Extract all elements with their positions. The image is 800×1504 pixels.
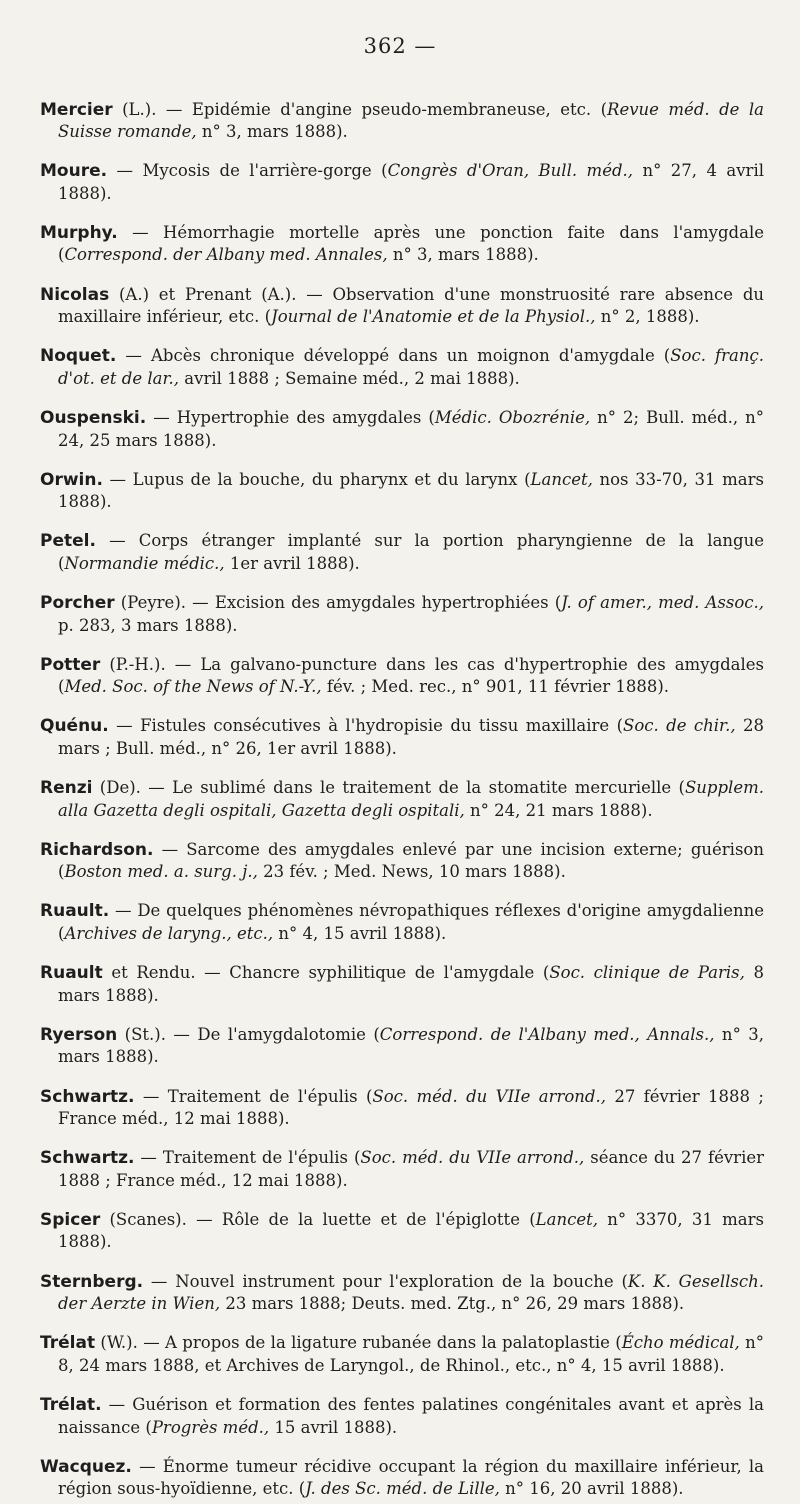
author-suffix: —: [102, 469, 133, 489]
author-suffix: —: [95, 531, 139, 551]
entry-title: De quelques phénomènes névropathiques réflexes d'origine amygdalienne (: [58, 901, 764, 944]
entry-title: La galvano-puncture dans les cas d'hypertrophie des amygdales (: [58, 654, 764, 697]
entry-title: Epidémie d'angine pseudo-membraneuse, etc. (: [191, 99, 608, 119]
citation-details: n° 3, mars 1888).: [58, 1024, 765, 1067]
author-suffix: —: [109, 901, 138, 921]
author-name: Sternberg.: [40, 1271, 144, 1292]
author-suffix: —: [134, 1086, 168, 1106]
author-suffix: (L.). —: [112, 99, 192, 119]
author-suffix: (A.) et Prenant (A.). —: [109, 284, 333, 304]
citation-source: Med. Soc. of the News of N.-Y.,: [64, 677, 322, 697]
page-number: 362 —: [363, 34, 437, 58]
citation-details: n° 24, 21 mars 1888).: [464, 800, 653, 820]
author-name: Renzi: [40, 778, 93, 799]
entry-title: Observation d'une monstruosité rare absence du maxillaire inférieur, etc. (: [58, 284, 765, 327]
bibliography-entry: [40, 592, 764, 637]
citation-details: n° 4, 15 avril 1888).: [273, 924, 447, 944]
citation-source: Normandie médic.,: [64, 553, 225, 573]
bibliography-entry: [40, 530, 764, 575]
bibliography-entry: [40, 900, 764, 945]
entry-title: Hypertrophie des amygdales (: [176, 407, 435, 427]
bibliography-entry: [40, 654, 764, 699]
author-suffix: —: [153, 839, 187, 859]
author-name: Moure.: [40, 161, 108, 182]
citation-details: fév. ; Med. rec., n° 901, 11 février 1888).: [321, 677, 670, 697]
bibliography-entry: [40, 1024, 764, 1069]
author-suffix: —: [108, 716, 141, 736]
citation-details: 8 mars 1888).: [58, 963, 765, 1005]
citation-source: Lancet,: [530, 469, 593, 489]
entry-title: Nouvel instrument pour l'exploration de la bouche (: [175, 1271, 628, 1291]
citation-source: Soc. méd. du VIIe arrond.,: [372, 1086, 606, 1106]
citation-details: 1er avril 1888).: [224, 553, 360, 573]
entry-title: Abcès chronique développé dans un moignon d'amygdale (: [150, 346, 671, 366]
citation-details: nos 33-70, 31 mars 1888).: [58, 469, 764, 512]
citation-details: n° 27, 4 avril 1888).: [58, 161, 764, 203]
entry-title: Mycosis de l'arrière-gorge (: [142, 161, 388, 181]
citation-source: Correspond. der Albany med. Annales,: [64, 245, 388, 265]
bibliography-entry: [40, 1456, 764, 1501]
author-name: Trélat: [40, 1333, 96, 1354]
citation-source: J. des Sc. méd. de Lille,: [305, 1479, 500, 1499]
bibliography-entry: [40, 777, 764, 822]
bibliography-entry: [40, 222, 764, 267]
citation-source: Supplem. alla Gazetta degli ospitali, Gazetta degli ospitali,: [58, 778, 764, 820]
citation-details: 28 mars ; Bull. méd., n° 26, 1er avril 1888).: [58, 716, 764, 758]
citation-source: Archives de laryng., etc.,: [64, 924, 274, 944]
bibliography-entry: [40, 715, 764, 760]
citation-source: Journal de l'Anatomie et de la Physiol.,: [271, 307, 596, 327]
author-name: Mercier: [40, 99, 113, 120]
author-suffix: (W.). —: [95, 1333, 166, 1353]
bibliography-entry: [40, 160, 764, 205]
author-name: Ouspenski.: [40, 407, 147, 428]
bibliography-entry: [40, 1086, 764, 1131]
entry-title: Traitement de l'épulis (: [162, 1148, 361, 1168]
author-suffix: (P.-H.). —: [100, 654, 201, 674]
bibliography-entry: [40, 962, 764, 1007]
author-name: Nicolas: [40, 284, 110, 305]
bibliography-entry: [40, 1271, 764, 1316]
citation-details: 15 avril 1888).: [269, 1417, 398, 1437]
citation-details: n° 3370, 31 mars 1888).: [58, 1209, 764, 1252]
citation-source: Progrès méd.,: [151, 1417, 270, 1437]
author-name: Petel.: [40, 531, 96, 552]
author-suffix: (Scanes). —: [100, 1209, 222, 1229]
author-suffix: —: [146, 407, 177, 427]
citation-details: n° 16, 20 avril 1888).: [499, 1479, 684, 1499]
entry-title: Guérison et formation des fentes palatines congénitales avant et après la naissance (: [58, 1394, 764, 1437]
citation-source: Boston med. a. surg. j.,: [64, 862, 258, 882]
author-suffix: —: [117, 222, 164, 242]
author-suffix: et Rendu. —: [102, 963, 230, 983]
bibliography-entry: [40, 1394, 764, 1439]
author-name: Wacquez.: [40, 1456, 132, 1477]
author-name: Potter: [40, 654, 101, 675]
author-name: Richardson.: [40, 839, 154, 860]
author-name: Spicer: [40, 1209, 101, 1230]
bibliography-entry: [40, 345, 764, 390]
citation-details: 27 février 1888 ; France méd., 12 mai 1888).: [58, 1086, 764, 1129]
citation-source: Lancet,: [535, 1209, 598, 1229]
author-suffix: (St.). —: [117, 1024, 198, 1044]
author-name: Schwartz.: [40, 1086, 135, 1107]
citation-details: n° 2; Bull. méd., n° 24, 25 mars 1888).: [58, 407, 764, 450]
author-suffix: —: [134, 1148, 163, 1168]
author-name: Porcher: [40, 593, 115, 613]
entry-title: Lupus de la bouche, du pharynx et du larynx (: [132, 469, 531, 489]
author-name: Noquet.: [40, 346, 117, 367]
entry-title: Le sublimé dans le traitement de la stomatite mercurielle (: [172, 778, 685, 798]
bibliography-entry: [40, 99, 764, 144]
bibliography-entry: [40, 1332, 764, 1377]
author-name: Ruault.: [40, 901, 110, 922]
entry-title: Sarcome des amygdales enlevé par une incision externe; guérison (: [58, 839, 764, 882]
citation-source: K. K. Gesellsch. der Aerzte in Wien,: [58, 1271, 764, 1314]
citation-details: n° 3, mars 1888).: [196, 122, 348, 142]
bibliography-entry: [40, 407, 764, 452]
citation-details: avril 1888 ; Semaine méd., 2 mai 1888).: [179, 368, 520, 388]
citation-source: Écho médical,: [621, 1333, 740, 1353]
bibliography-entry: [40, 1147, 764, 1192]
bibliography-entry: [40, 1209, 764, 1254]
citation-details: n° 8, 24 mars 1888, et Archives de Laryngol., de Rhinol., etc., n° 4, 15 avril 1888).: [58, 1333, 764, 1375]
bibliography-entry: [40, 469, 764, 514]
entry-title: Excision des amygdales hypertrophiées (: [214, 593, 562, 612]
citation-source: J. of amer., med. Assoc.,: [561, 593, 764, 612]
author-name: Quénu.: [40, 716, 109, 737]
citation-details: n° 3, mars 1888).: [387, 245, 539, 265]
entry-title: Rôle de la luette et de l'épiglotte (: [221, 1209, 536, 1229]
author-suffix: —: [143, 1271, 176, 1291]
citation-source: Soc. clinique de Paris,: [549, 963, 745, 983]
entry-title: Corps étranger implanté sur la portion pharyngienne de la langue (: [58, 531, 764, 573]
citation-details: séance du 27 février 1888 ; France méd., 12 mai 1888).: [58, 1148, 764, 1190]
author-name: Schwartz.: [40, 1148, 135, 1169]
author-suffix: —: [101, 1394, 133, 1414]
bibliography-entry: [40, 284, 764, 329]
entry-title: Fistules consécutives à l'hydropisie du tissu maxillaire (: [140, 716, 624, 736]
author-suffix: —: [131, 1456, 163, 1476]
author-suffix: (De). —: [92, 778, 173, 798]
bibliography-entry: [40, 839, 764, 884]
entry-title: Hémorrhagie mortelle après une ponction faite dans l'amygdale (: [58, 222, 764, 265]
citation-source: Soc. méd. du VIIe arrond.,: [360, 1148, 585, 1168]
author-name: Trélat.: [40, 1394, 102, 1415]
author-name: Ryerson: [40, 1024, 118, 1045]
citation-details: 23 mars 1888; Deuts. med. Ztg., n° 26, 29 mars 1888).: [220, 1294, 685, 1314]
citation-details: 23 fév. ; Med. News, 10 mars 1888).: [257, 862, 566, 882]
entry-title: A propos de la ligature rubanée dans la palatoplastie (: [165, 1333, 622, 1353]
citation-source: Correspond. de l'Albany med., Annals.,: [379, 1024, 715, 1044]
entry-title: Traitement de l'épulis (: [167, 1086, 373, 1106]
bibliography-list: [40, 82, 764, 1504]
entry-title: Énorme tumeur récidive occupant la région du maxillaire inférieur, la région sous-hyoïdienne, etc. (: [58, 1456, 765, 1499]
citation-source: Médic. Obozrénie,: [434, 407, 591, 427]
author-name: Orwin.: [40, 469, 103, 490]
citation-source: Revue méd. de la Suisse romande,: [58, 99, 764, 142]
citation-source: Soc. de chir.,: [623, 716, 736, 736]
entry-title: Chancre syphilitique de l'amygdale (: [229, 963, 550, 983]
author-name: Murphy.: [40, 222, 118, 243]
citation-source: Congrès d'Oran, Bull. méd.,: [387, 161, 634, 181]
author-suffix: —: [116, 346, 151, 366]
citation-details: n° 2, 1888).: [595, 307, 700, 327]
author-name: Ruault: [40, 963, 103, 984]
citation-details: p. 283, 3 mars 1888).: [58, 615, 238, 635]
author-suffix: (Peyre). —: [114, 593, 215, 612]
entry-title: De l'amygdalotomie (: [197, 1024, 380, 1044]
author-suffix: —: [107, 161, 143, 181]
citation-source: Soc. franç. d'ot. et de lar.,: [58, 346, 764, 388]
